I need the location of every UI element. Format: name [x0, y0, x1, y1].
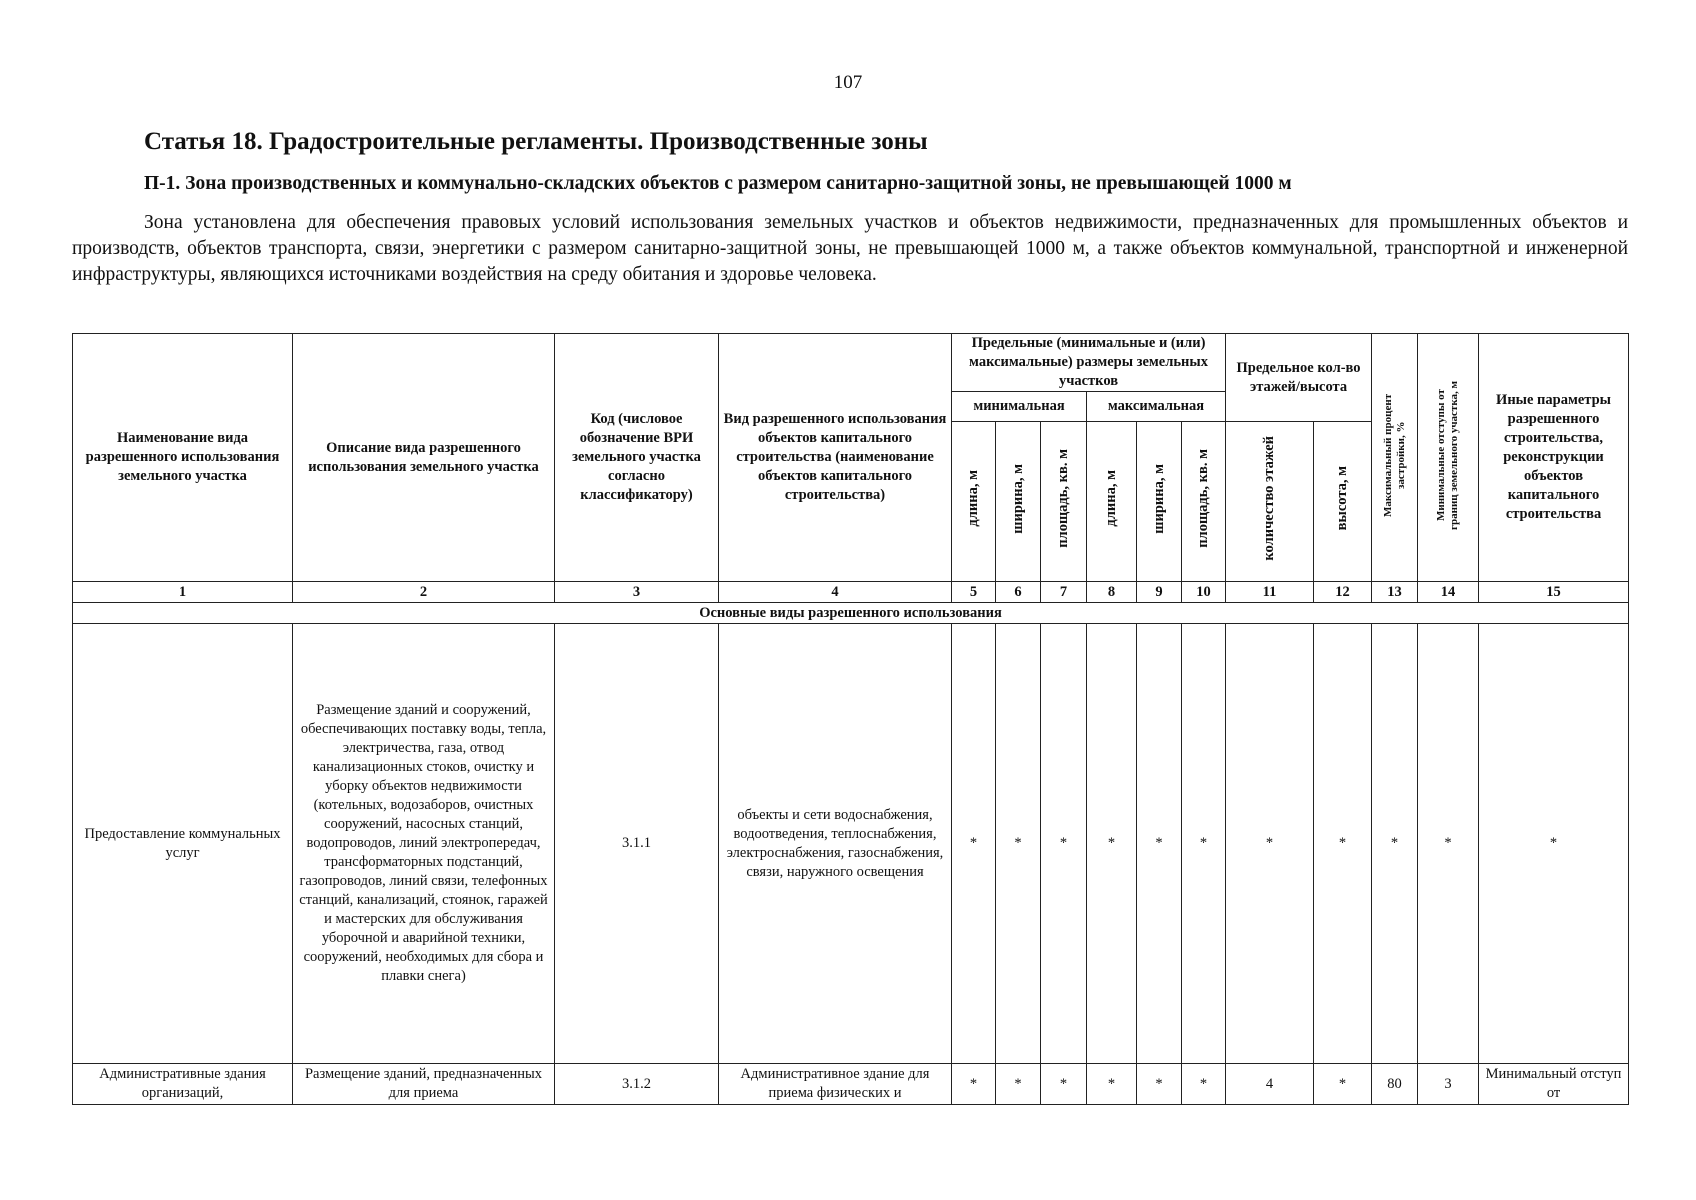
- zone-title: П-1. Зона производственных и коммунально-складских объектов с размером санитарно-защитной зоны, не превышающей 1000 м: [144, 173, 1292, 194]
- header-max-width-text: ширина, м: [1150, 463, 1167, 534]
- column-number: 8: [1087, 582, 1137, 603]
- row-param: *: [1137, 624, 1182, 1064]
- row-name: Предоставление коммунальных услуг: [73, 624, 293, 1064]
- row-param: *: [1182, 624, 1226, 1064]
- header-max-length-text: длина, м: [1103, 470, 1119, 527]
- column-number: 3: [555, 582, 719, 603]
- page-number: 107: [833, 72, 863, 93]
- row-objects-text: Административное здание для приема физических и: [740, 1066, 930, 1101]
- table-row: [73, 1064, 1629, 1105]
- header-minimal: минимальная: [952, 392, 1087, 422]
- header-min-setback-text: Минимальные отступы от границ земельного участка, м: [1435, 380, 1461, 530]
- row-objects: [719, 1064, 952, 1105]
- row-other: *: [1479, 624, 1629, 1064]
- intro-paragraph: Зона установлена для обеспечения правовых условий использования земельных участков и объектов недвижимости, предназначенных для промышленных объектов и производств, объектов транспорта, связи, энергетики с размером санитарно-защитной зоны, не превышающей 1000 м, а также объектов коммунальной, транспортной и инженерной инфраструктуры, являющихся источниками воздействия на среду обитания и здоровье человека.: [72, 212, 1628, 285]
- header-min-length-text: длина, м: [965, 470, 981, 527]
- header-max-area-text: площадь, кв. м: [1195, 449, 1211, 548]
- row-code: 3.1.1: [555, 624, 719, 1064]
- column-number: 2: [293, 582, 555, 603]
- row-param: *: [952, 624, 996, 1064]
- header-maximal: максимальная: [1087, 392, 1226, 422]
- header-height-text: высота, м: [1334, 466, 1351, 531]
- header-min-length: [952, 422, 996, 582]
- row-param: *: [1418, 624, 1479, 1064]
- row-objects: объекты и сети водоснабжения, водоотведения, теплоснабжения, электроснабжения, газоснабжения, связи, наружного освещения: [719, 624, 952, 1064]
- row-param: *: [1041, 624, 1087, 1064]
- header-min-area-text: площадь, кв. м: [1055, 449, 1071, 548]
- column-number: 13: [1372, 582, 1418, 603]
- column-number: 4: [719, 582, 952, 603]
- row-description: Размещение зданий и сооружений, обеспечивающих поставку воды, тепла, электричества, газа, отвод канализационных стоков, очистку и уборку объектов недвижимости (котельных, водозаборов, очистных сооружений, насосных станций, водопроводов, линий электропередач, трансформаторных подстанций, газопроводов, линий связи, телефонных станций, канализаций, стоянок, гаражей и мастерских для обслуживания уборочной и аварийной техники, сооружений, необходимых для сбора и плавки снега): [293, 624, 555, 1064]
- header-other: Иные параметры разрешенного строительства, реконструкции объектов капитального строительства: [1479, 334, 1629, 582]
- column-number: 15: [1479, 582, 1629, 603]
- header-col4: Вид разрешенного использования объектов капитального строительства (наименование объектов капитального строительства): [719, 334, 952, 582]
- header-col2: Описание вида разрешенного использования земельного участка: [293, 334, 555, 582]
- header-col1: Наименование вида разрешенного использования земельного участка: [73, 334, 293, 582]
- column-numbers-row: [73, 582, 1629, 603]
- row-code: 3.1.2: [555, 1064, 719, 1105]
- row-param: *: [996, 1064, 1041, 1105]
- row-param: *: [1087, 624, 1137, 1064]
- row-other: [1479, 1064, 1629, 1105]
- header-floors-height: Предельное кол-во этажей/высота: [1226, 334, 1372, 422]
- row-name: [73, 1064, 293, 1105]
- header-height: [1314, 422, 1372, 582]
- column-number: 1: [73, 582, 293, 603]
- column-number: 9: [1137, 582, 1182, 603]
- row-param: *: [1226, 624, 1314, 1064]
- row-param: 4: [1226, 1064, 1314, 1105]
- row-param: 3: [1418, 1064, 1479, 1105]
- column-number: 5: [952, 582, 996, 603]
- row-param: *: [1137, 1064, 1182, 1105]
- row-other-text: Минимальный отступ от: [1485, 1066, 1622, 1101]
- column-number: 10: [1182, 582, 1226, 603]
- header-min-width-text: ширина, м: [1009, 463, 1026, 534]
- column-number: 7: [1041, 582, 1087, 603]
- regulations-table: [72, 333, 1629, 1105]
- header-row-1: [73, 334, 1629, 392]
- header-max-percent: [1372, 334, 1418, 582]
- row-name-text: Административные здания организаций,: [99, 1066, 266, 1101]
- row-param: *: [1182, 1064, 1226, 1105]
- column-number: 14: [1418, 582, 1479, 603]
- header-col3: Код (числовое обозначение ВРИ земельного участка согласно классификатору): [555, 334, 719, 582]
- header-min-setback: [1418, 334, 1479, 582]
- row-param: *: [1314, 624, 1372, 1064]
- column-number: 11: [1226, 582, 1314, 603]
- header-max-percent-text: Максимальный процент застройки, %: [1381, 392, 1407, 517]
- header-max-area: [1182, 422, 1226, 582]
- header-floors: [1226, 422, 1314, 582]
- row-description-text: Размещение зданий, предназначенных для приема: [304, 1066, 543, 1101]
- row-param: *: [1041, 1064, 1087, 1105]
- row-description: [293, 1064, 555, 1105]
- row-param: *: [952, 1064, 996, 1105]
- row-param: *: [1314, 1064, 1372, 1105]
- column-number: 12: [1314, 582, 1372, 603]
- header-min-area: [1041, 422, 1087, 582]
- header-max-length: [1087, 422, 1137, 582]
- section-row: [73, 603, 1629, 624]
- section-title: Основные виды разрешенного использования: [73, 603, 1629, 624]
- article-title: Статья 18. Градостроительные регламенты. Производственные зоны: [144, 128, 928, 155]
- header-floors-text: количество этажей: [1261, 436, 1278, 561]
- row-param: *: [1087, 1064, 1137, 1105]
- row-param: 80: [1372, 1064, 1418, 1105]
- header-min-width: [996, 422, 1041, 582]
- header-max-width: [1137, 422, 1182, 582]
- table-row: [73, 624, 1629, 1064]
- row-param: *: [1372, 624, 1418, 1064]
- header-plot-sizes: Предельные (минимальные и (или) максимальные) размеры земельных участков: [952, 334, 1226, 392]
- column-number: 6: [996, 582, 1041, 603]
- row-param: *: [996, 624, 1041, 1064]
